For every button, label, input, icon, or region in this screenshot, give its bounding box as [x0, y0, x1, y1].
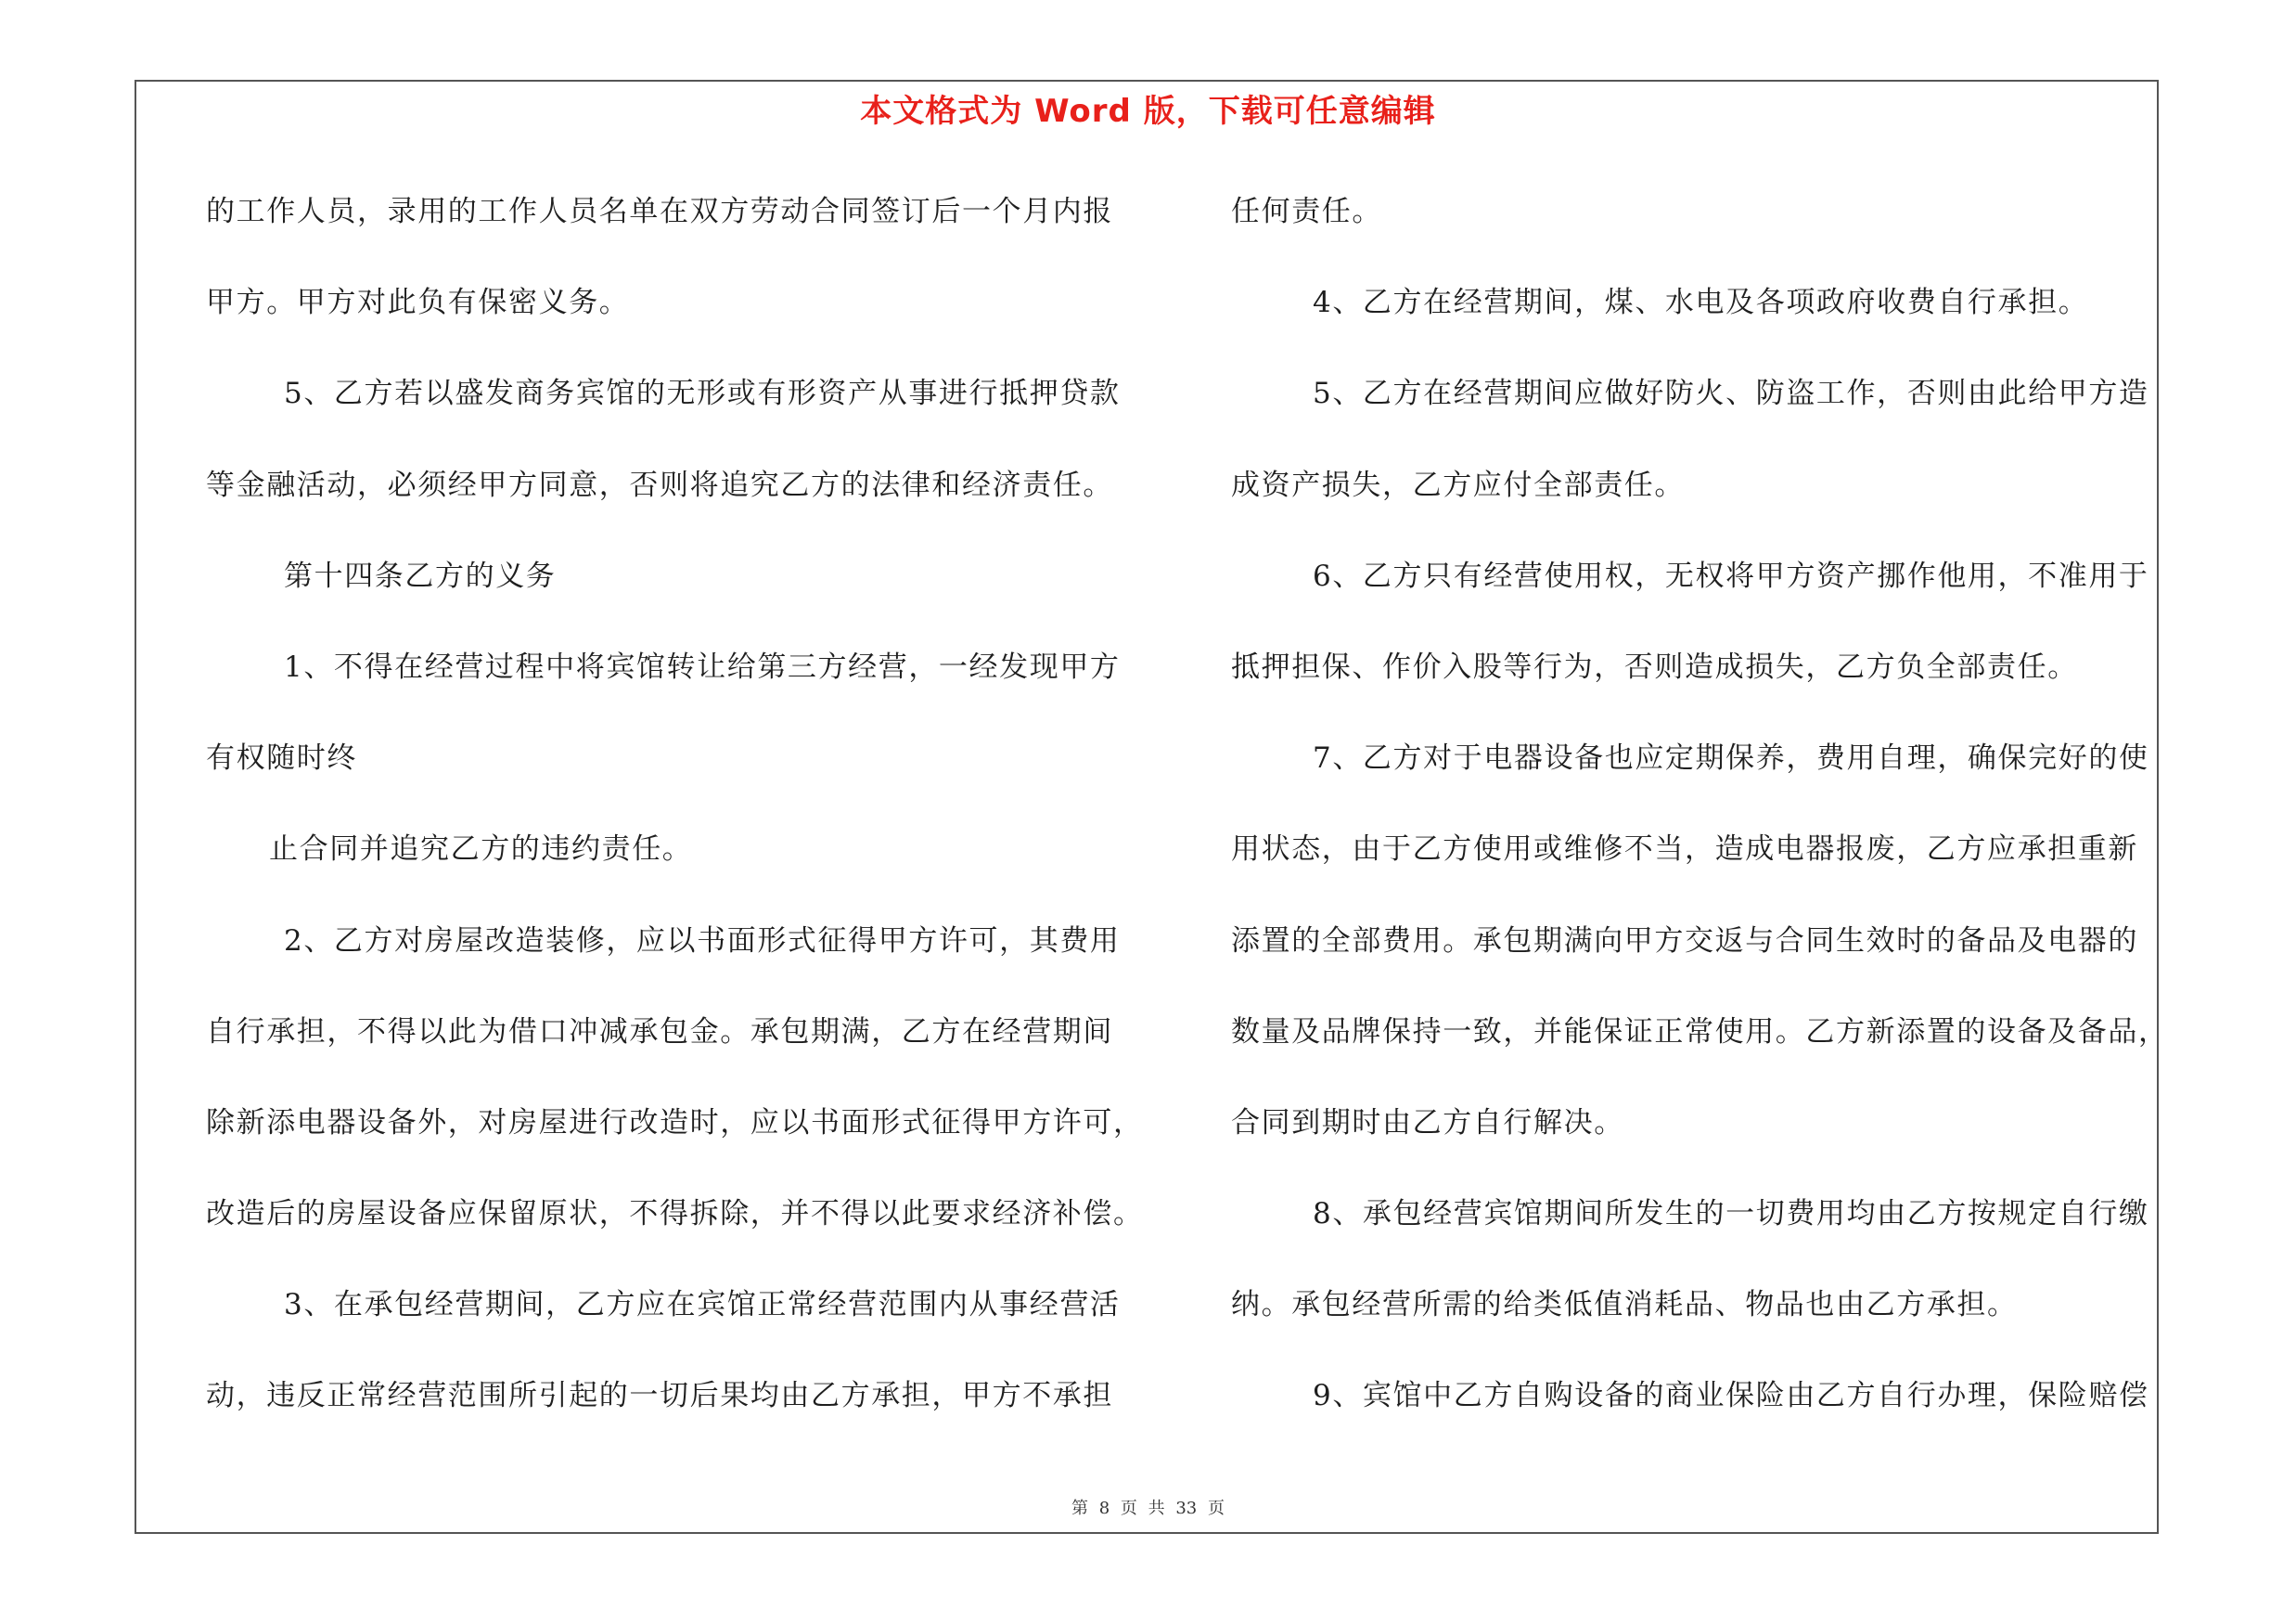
- text-line: 第十四条乙方的义务: [284, 559, 557, 593]
- text-line: 动，违反正常经营范围所引起的一切后果均由乙方承担，甲方不承担: [206, 1379, 1113, 1413]
- text-line: 用状态，由于乙方使用或维修不当，造成电器报废，乙方应承担重新: [1231, 832, 2138, 867]
- text-line: 除新添电器设备外，对房屋进行改造时，应以书面形式征得甲方许可，: [206, 1105, 1144, 1140]
- left-text-column: [206, 181, 1152, 1457]
- text-line: 9、宾馆中乙方自购设备的商业保险由乙方自行办理，保险赔偿: [1313, 1379, 2149, 1413]
- text-line: 止合同并追究乙方的违约责任。: [269, 832, 693, 867]
- text-line: 5、乙方在经营期间应做好防火、防盗工作，否则由此给甲方造: [1313, 377, 2149, 411]
- text-line: 数量及品牌保持一致，并能保证正常使用。乙方新添置的设备及备品，: [1231, 1014, 2169, 1049]
- text-line: 7、乙方对于电器设备也应定期保养，费用自理，确保完好的使: [1313, 741, 2149, 776]
- page-number-footer: 第 8 页 共 33 页: [1071, 1499, 1225, 1518]
- text-line: 等金融活动，必须经甲方同意，否则将追究乙方的法律和经济责任。: [206, 468, 1113, 502]
- text-line: 添置的全部费用。承包期满向甲方交返与合同生效时的备品及电器的: [1231, 923, 2138, 958]
- text-line: 6、乙方只有经营使用权，无权将甲方资产挪作他用，不准用于: [1313, 559, 2149, 593]
- text-line: 成资产损失，乙方应付全部责任。: [1231, 468, 1685, 502]
- text-line: 有权随时终: [206, 741, 357, 776]
- text-line: 1、不得在经营过程中将宾馆转让给第三方经营，一经发现甲方: [284, 650, 1121, 684]
- right-text-column: [1231, 181, 2169, 1457]
- text-line: 任何责任。: [1231, 195, 1382, 228]
- text-line: 4、乙方在经营期间，煤、水电及各项政府收费自行承担。: [1313, 286, 2089, 320]
- text-line: 8、承包经营宾馆期间所发生的一切费用均由乙方按规定自行缴: [1313, 1197, 2149, 1231]
- text-line: 5、乙方若以盛发商务宾馆的无形或有形资产从事进行抵押贷款: [284, 377, 1121, 411]
- text-line: 3、在承包经营期间，乙方应在宾馆正常经营范围内从事经营活: [284, 1288, 1121, 1322]
- text-line: 合同到期时由乙方自行解决。: [1231, 1105, 1624, 1140]
- text-line: 抵押担保、作价入股等行为，否则造成损失，乙方负全部责任。: [1231, 650, 2078, 684]
- text-line: 改造后的房屋设备应保留原状，不得拆除，并不得以此要求经济补偿。: [206, 1197, 1144, 1231]
- text-line: 自行承担，不得以此为借口冲减承包金。承包期满，乙方在经营期间: [206, 1014, 1113, 1049]
- editable-notice-banner: 本文格式为 Word 版，下载可任意编辑: [860, 93, 1436, 130]
- text-line: 纳。承包经营所需的给类低值消耗品、物品也由乙方承担。: [1231, 1288, 2018, 1322]
- text-line: 的工作人员，录用的工作人员名单在双方劳动合同签订后一个月内报: [206, 195, 1113, 228]
- text-line: 甲方。甲方对此负有保密义务。: [206, 286, 630, 320]
- text-line: 2、乙方对房屋改造装修，应以书面形式征得甲方许可，其费用: [284, 923, 1121, 958]
